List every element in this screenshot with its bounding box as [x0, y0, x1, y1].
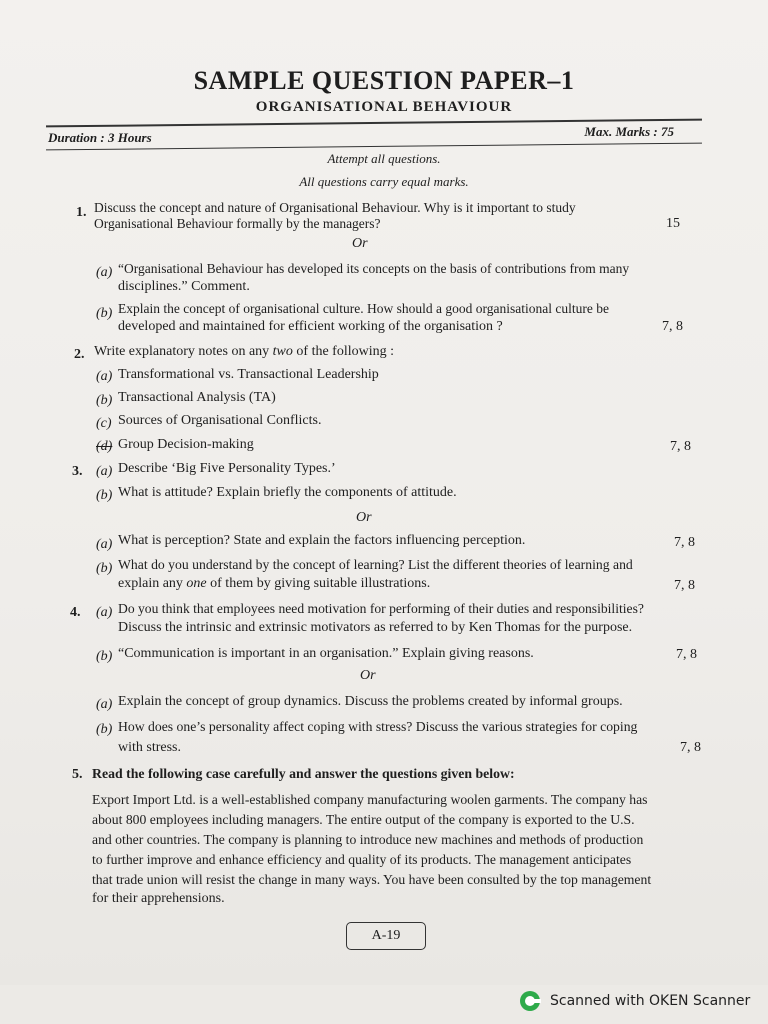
sub-question-label: (d): [96, 439, 113, 454]
sub-question-text: Describe ‘Big Five Personality Types.’: [118, 461, 336, 476]
instruction-line: Attempt all questions.: [327, 151, 441, 166]
case-text-line: and other countries. The company is planning to introduce new machines and methods of production: [92, 832, 644, 847]
marks-label: 7, 8: [674, 578, 695, 593]
sub-question-text: “Organisational Behaviour has developed its concepts on the basis of contributions from many: [118, 261, 630, 276]
sub-question-label: (b): [96, 306, 113, 321]
sub-question-text: Explain the concept of organisational culture. How should a good organisational culture be: [118, 301, 609, 316]
sub-question-text: How does one’s personality affect coping with stress? Discuss the various strategies for coping: [118, 719, 638, 734]
sub-question-label: (b): [96, 649, 113, 664]
sub-question-label: (b): [96, 561, 113, 576]
sub-question-text: Transactional Analysis (TA): [118, 390, 276, 405]
paper-title: SAMPLE QUESTION PAPER–1: [193, 66, 575, 95]
question-text: Write explanatory notes on any two of the following :: [94, 344, 395, 359]
sub-question-text: “Communication is important in an organisation.” Explain giving reasons.: [118, 646, 534, 661]
sub-question-text: Discuss the intrinsic and extrinsic motivators as referred to by Ken Thomas for the purpose.: [118, 620, 633, 635]
max-marks-label: Max. Marks : 75: [584, 124, 674, 139]
sub-question-text: What do you understand by the concept of learning? List the different theories of learning and: [118, 557, 633, 572]
duration-label: Duration : 3 Hours: [48, 130, 152, 145]
sub-question-label: (a): [96, 605, 113, 620]
or-separator: Or: [352, 236, 368, 251]
marks-label: 15: [666, 216, 680, 231]
sub-question-label: (a): [96, 265, 113, 280]
case-text-line: that trade union will resist the change in many ways. You have been consulted by the top management: [92, 872, 652, 887]
sub-question-label: (a): [96, 537, 113, 552]
scanner-watermark-text: Scanned with OKEN Scanner: [550, 993, 751, 1009]
sub-question-text: explain any one of them by giving suitable illustrations.: [118, 576, 431, 591]
scanner-watermark: [518, 988, 750, 1014]
question-number: 1.: [76, 205, 87, 220]
sub-question-text: What is perception? State and explain the factors influencing perception.: [118, 533, 526, 548]
sub-question-text: What is attitude? Explain briefly the components of attitude.: [118, 485, 457, 500]
sub-question-label: (c): [96, 416, 112, 431]
sub-question-label: (a): [96, 464, 113, 479]
question-number: 3.: [72, 464, 83, 479]
sub-question-label: (b): [96, 722, 113, 737]
sub-question-text: with stress.: [118, 740, 181, 755]
case-heading: Read the following case carefully and answer the questions given below:: [92, 766, 515, 781]
page-number: A-19: [346, 922, 426, 950]
sub-question-text: Transformational vs. Transactional Leadership: [118, 367, 379, 382]
sub-question-label: (a): [96, 697, 113, 712]
oken-scanner-logo-icon: [518, 989, 542, 1013]
case-text-line: about 800 employees including managers. The entire output of the company is exported to the U.S.: [92, 812, 635, 827]
question-number: 2.: [74, 347, 85, 362]
case-text-line: to further improve and enhance efficiency and quality of its products. The management anticipates: [92, 852, 632, 867]
question-text: Organisational Behaviour formally by the managers?: [94, 216, 381, 231]
sub-question-text: Sources of Organisational Conflicts.: [118, 413, 322, 428]
or-separator: Or: [356, 510, 372, 525]
sub-question-text: Do you think that employees need motivation for performing of their duties and responsibilities?: [118, 601, 644, 616]
marks-label: 7, 8: [674, 535, 695, 550]
case-text-line: for their apprehensions.: [92, 891, 225, 906]
sub-question-text: Group Decision-making: [118, 437, 254, 452]
sub-question-label: (a): [96, 369, 113, 384]
marks-label: 7, 8: [662, 319, 683, 334]
question-number: 4.: [70, 605, 81, 620]
sub-question-label: (b): [96, 488, 113, 503]
question-text: Discuss the concept and nature of Organisational Behaviour. Why is it important to study: [94, 200, 576, 215]
sub-question-text: disciplines.” Comment.: [118, 279, 250, 294]
sub-question-text: Explain the concept of group dynamics. Discuss the problems created by informal groups.: [118, 694, 623, 709]
marks-label: 7, 8: [676, 647, 697, 662]
marks-label: 7, 8: [680, 740, 701, 755]
question-number: 5.: [72, 767, 83, 782]
paper-subtitle: ORGANISATIONAL BEHAVIOUR: [255, 99, 513, 115]
sub-question-label: (b): [96, 393, 113, 408]
sub-question-text: developed and maintained for efficient working of the organisation ?: [118, 319, 503, 334]
or-separator: Or: [360, 668, 376, 683]
marks-label: 7, 8: [670, 439, 691, 454]
case-text-line: Export Import Ltd. is a well-established company manufacturing woolen garments. The company has: [92, 792, 648, 807]
instruction-line: All questions carry equal marks.: [299, 174, 469, 189]
